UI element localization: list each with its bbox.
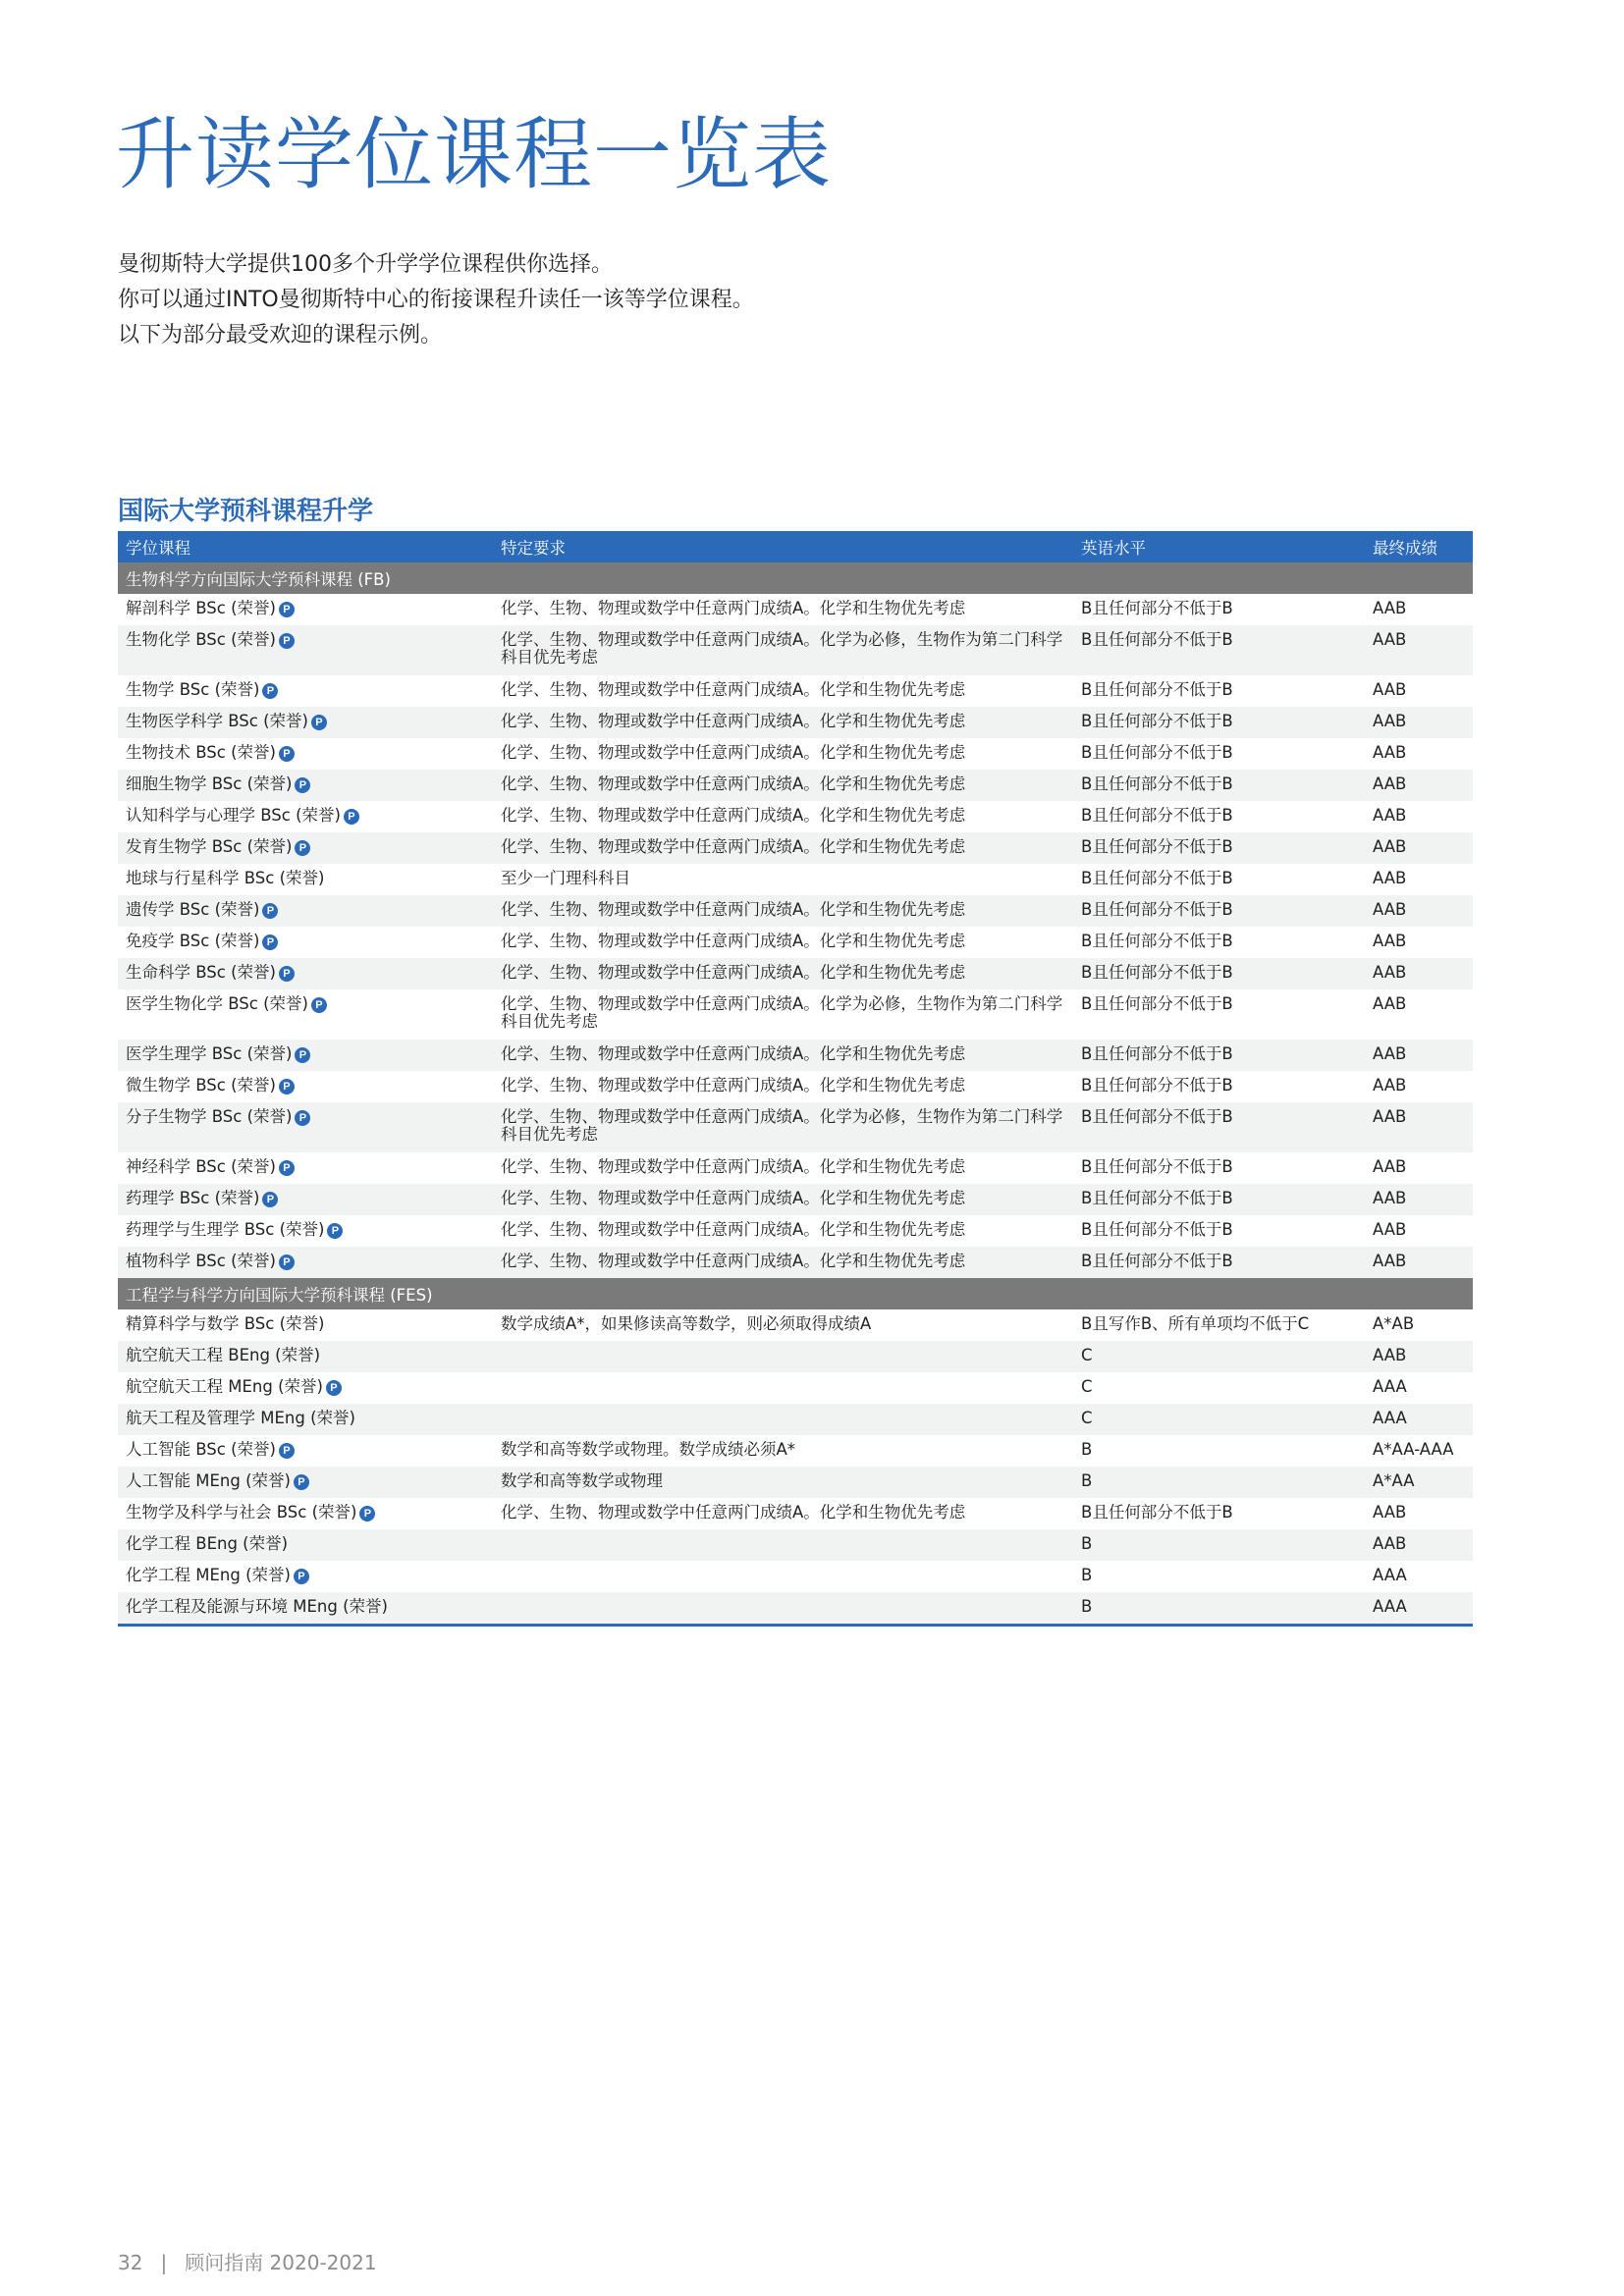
pathway-p-icon: P — [326, 1380, 342, 1396]
final-grade-cell: AAB — [1373, 1503, 1407, 1522]
english-level-cell: B且任何部分不低于B — [1081, 1503, 1233, 1522]
header-grade: 最终成绩 — [1373, 539, 1437, 558]
course-cell — [118, 681, 493, 699]
pathway-p-icon: P — [279, 1255, 295, 1270]
course-name: 植物科学 BSc (荣誉) — [126, 1252, 276, 1270]
final-grade-cell: AAB — [1373, 774, 1407, 793]
english-level-cell: B且任何部分不低于B — [1081, 1189, 1233, 1207]
course-cell — [118, 600, 493, 617]
course-name: 人工智能 BSc (荣誉) — [126, 1440, 276, 1459]
table-row — [118, 1040, 1473, 1071]
course-name: 微生物学 BSc (荣誉) — [126, 1076, 276, 1095]
table-row — [118, 895, 1473, 927]
course-cell — [118, 870, 493, 887]
pathway-p-icon: P — [295, 777, 310, 793]
requirements-cell: 化学、生物、物理或数学中任意两门成绩A。化学为必修，生物作为第二门科学科目优先考虑 — [501, 994, 1063, 1031]
table-row — [118, 1561, 1473, 1592]
pathway-p-icon: P — [279, 633, 295, 649]
final-grade-cell: AAB — [1373, 994, 1407, 1013]
course-name: 药理学 BSc (荣誉) — [126, 1189, 260, 1207]
pathway-p-icon: P — [262, 934, 278, 950]
requirements-cell: 化学、生物、物理或数学中任意两门成绩A。化学和生物优先考虑 — [501, 932, 966, 950]
final-grade-cell: AAB — [1373, 743, 1407, 762]
final-grade-cell: AAA — [1373, 1566, 1407, 1584]
requirements-cell: 化学、生物、物理或数学中任意两门成绩A。化学和生物优先考虑 — [501, 712, 966, 730]
requirements-cell: 化学、生物、物理或数学中任意两门成绩A。化学和生物优先考虑 — [501, 900, 966, 919]
course-cell — [118, 1158, 493, 1176]
english-level-cell: B且任何部分不低于B — [1081, 932, 1233, 950]
table-row — [118, 832, 1473, 864]
course-name: 生物学及科学与社会 BSc (荣誉) — [126, 1503, 357, 1522]
course-name: 生物化学 BSc (荣誉) — [126, 630, 276, 649]
table-row — [118, 1071, 1473, 1102]
final-grade-cell: AAB — [1373, 932, 1407, 950]
requirements-cell: 化学、生物、物理或数学中任意两门成绩A。化学和生物优先考虑 — [501, 1157, 966, 1176]
final-grade-cell: AAB — [1373, 1107, 1407, 1126]
requirements-cell: 化学、生物、物理或数学中任意两门成绩A。化学和生物优先考虑 — [501, 743, 966, 762]
course-cell — [118, 1253, 493, 1270]
requirements-cell: 数学成绩A*，如果修读高等数学，则必须取得成绩A — [501, 1314, 872, 1333]
page-title: 升读学位课程一览表 — [116, 109, 832, 200]
footer-title: 顾问指南 2020-2021 — [185, 2251, 377, 2274]
course-name: 认知科学与心理学 BSc (荣誉) — [126, 806, 341, 825]
final-grade-cell: AAB — [1373, 869, 1407, 887]
page-footer — [118, 2247, 377, 2275]
table-row — [118, 1309, 1473, 1341]
course-cell — [118, 807, 493, 825]
course-cell — [118, 1378, 493, 1396]
english-level-cell: B且任何部分不低于B — [1081, 712, 1233, 730]
final-grade-cell: A*AB — [1373, 1314, 1415, 1333]
requirements-cell: 化学、生物、物理或数学中任意两门成绩A。化学和生物优先考虑 — [501, 599, 966, 617]
final-grade-cell: AAB — [1373, 680, 1407, 699]
final-grade-cell: AAB — [1373, 900, 1407, 919]
table-row — [118, 625, 1473, 675]
table-row — [118, 1152, 1473, 1184]
final-grade-cell: AAB — [1373, 1220, 1407, 1239]
course-name: 神经科学 BSc (荣誉) — [126, 1157, 276, 1176]
table-group-header: 工程学与科学方向国际大学预科课程 (FES) — [118, 1278, 1473, 1309]
requirements-cell: 化学、生物、物理或数学中任意两门成绩A。化学和生物优先考虑 — [501, 837, 966, 856]
english-level-cell: B — [1081, 1534, 1093, 1553]
course-cell — [118, 964, 493, 982]
table-row — [118, 675, 1473, 707]
requirements-cell: 化学、生物、物理或数学中任意两门成绩A。化学和生物优先考虑 — [501, 1503, 966, 1522]
course-cell — [118, 933, 493, 950]
pathway-p-icon: P — [279, 746, 295, 762]
intro-line: 曼彻斯特大学提供100多个升学学位课程供你选择。 — [118, 252, 613, 277]
course-cell — [118, 775, 493, 793]
english-level-cell: B且任何部分不低于B — [1081, 774, 1233, 793]
english-level-cell: B且任何部分不低于B — [1081, 1220, 1233, 1239]
page-number: 32 — [118, 2251, 143, 2274]
final-grade-cell: AAB — [1373, 1157, 1407, 1176]
final-grade-cell: AAA — [1373, 1377, 1407, 1396]
final-grade-cell: AAB — [1373, 1252, 1407, 1270]
course-name: 人工智能 MEng (荣誉) — [126, 1471, 291, 1490]
course-cell — [118, 995, 493, 1013]
english-level-cell: C — [1081, 1377, 1093, 1396]
course-name: 药理学与生理学 BSc (荣誉) — [126, 1220, 325, 1239]
english-level-cell: B — [1081, 1471, 1093, 1490]
course-cell — [118, 1441, 493, 1459]
course-name: 解剖科学 BSc (荣誉) — [126, 599, 276, 617]
table-bottom-rule — [118, 1624, 1473, 1627]
english-level-cell: B且任何部分不低于B — [1081, 963, 1233, 982]
requirements-cell: 化学、生物、物理或数学中任意两门成绩A。化学和生物优先考虑 — [501, 963, 966, 982]
requirements-cell: 数学和高等数学或物理 — [501, 1471, 663, 1490]
final-grade-cell: AAB — [1373, 806, 1407, 825]
english-level-cell: B且任何部分不低于B — [1081, 806, 1233, 825]
course-cell — [118, 1410, 493, 1427]
english-level-cell: B且任何部分不低于B — [1081, 743, 1233, 762]
intro-line: 以下为部分最受欢迎的课程示例。 — [118, 323, 443, 347]
final-grade-cell: AAB — [1373, 1044, 1407, 1063]
table-row — [118, 801, 1473, 832]
requirements-cell: 化学、生物、物理或数学中任意两门成绩A。化学和生物优先考虑 — [501, 806, 966, 825]
final-grade-cell: AAB — [1373, 963, 1407, 982]
table-row — [118, 1592, 1473, 1624]
table-row — [118, 1102, 1473, 1152]
intro-text — [118, 247, 754, 353]
pathway-p-icon: P — [311, 997, 327, 1013]
final-grade-cell: AAB — [1373, 1534, 1407, 1553]
requirements-cell: 化学、生物、物理或数学中任意两门成绩A。化学为必修，生物作为第二门科学科目优先考虑 — [501, 630, 1063, 667]
pathway-p-icon: P — [359, 1506, 375, 1522]
english-level-cell: B且任何部分不低于B — [1081, 837, 1233, 856]
requirements-cell: 化学、生物、物理或数学中任意两门成绩A。化学和生物优先考虑 — [501, 1220, 966, 1239]
final-grade-cell: AAB — [1373, 630, 1407, 649]
pathway-p-icon: P — [344, 809, 359, 825]
course-cell — [118, 1598, 493, 1616]
course-name: 化学工程 BEng (荣誉) — [126, 1534, 289, 1553]
course-cell — [118, 1472, 493, 1490]
table-row — [118, 864, 1473, 895]
course-name: 免疫学 BSc (荣誉) — [126, 932, 260, 950]
table-row — [118, 594, 1473, 625]
requirements-cell: 至少一门理科科目 — [501, 869, 630, 887]
pathway-p-icon: P — [279, 1079, 295, 1095]
pathway-p-icon: P — [311, 715, 327, 730]
course-name: 医学生理学 BSc (荣誉) — [126, 1044, 293, 1063]
english-level-cell: B — [1081, 1566, 1093, 1584]
final-grade-cell: AAB — [1373, 712, 1407, 730]
course-cell — [118, 1567, 493, 1584]
course-name: 化学工程及能源与环境 MEng (荣誉) — [126, 1597, 388, 1616]
course-cell — [118, 1045, 493, 1063]
final-grade-cell: AAA — [1373, 1409, 1407, 1427]
table-row — [118, 738, 1473, 770]
intro-line: 你可以通过INTO曼彻斯特中心的衔接课程升读任一该等学位课程。 — [118, 288, 754, 312]
requirements-cell: 化学、生物、物理或数学中任意两门成绩A。化学和生物优先考虑 — [501, 1189, 966, 1207]
course-cell — [118, 1221, 493, 1239]
table-row — [118, 1372, 1473, 1404]
pathway-p-icon: P — [294, 1474, 309, 1490]
requirements-cell: 数学和高等数学或物理。数学成绩必须A* — [501, 1440, 796, 1459]
final-grade-cell: AAB — [1373, 1346, 1407, 1364]
course-name: 地球与行星科学 BSc (荣誉) — [126, 869, 325, 887]
course-cell — [118, 1108, 493, 1126]
course-name: 生物医学科学 BSc (荣誉) — [126, 712, 308, 730]
final-grade-cell: AAB — [1373, 599, 1407, 617]
english-level-cell: C — [1081, 1409, 1093, 1427]
requirements-cell: 化学、生物、物理或数学中任意两门成绩A。化学和生物优先考虑 — [501, 1252, 966, 1270]
pathway-p-icon: P — [295, 840, 310, 856]
course-name: 遗传学 BSc (荣誉) — [126, 900, 260, 919]
pathway-p-icon: P — [295, 1047, 310, 1063]
table-row — [118, 1404, 1473, 1435]
pathway-p-icon: P — [279, 602, 295, 617]
pathway-p-icon: P — [294, 1569, 309, 1584]
course-name: 生物学 BSc (荣誉) — [126, 680, 260, 699]
table-row — [118, 927, 1473, 958]
english-level-cell: B且任何部分不低于B — [1081, 1076, 1233, 1095]
english-level-cell: B — [1081, 1440, 1093, 1459]
course-name: 生命科学 BSc (荣誉) — [126, 963, 276, 982]
final-grade-cell: AAB — [1373, 1076, 1407, 1095]
requirements-cell: 化学、生物、物理或数学中任意两门成绩A。化学和生物优先考虑 — [501, 1076, 966, 1095]
english-level-cell: B且任何部分不低于B — [1081, 599, 1233, 617]
course-cell — [118, 1504, 493, 1522]
table-row — [118, 1498, 1473, 1529]
pathway-p-icon: P — [262, 903, 278, 919]
table-row — [118, 1215, 1473, 1247]
final-grade-cell: A*AA-AAA — [1373, 1440, 1454, 1459]
pathway-p-icon: P — [262, 1192, 278, 1207]
table-row — [118, 989, 1473, 1040]
requirements-cell: 化学、生物、物理或数学中任意两门成绩A。化学和生物优先考虑 — [501, 680, 966, 699]
pathway-p-icon: P — [295, 1110, 310, 1126]
course-cell — [118, 713, 493, 730]
pathway-p-icon: P — [279, 1443, 295, 1459]
table-row — [118, 1184, 1473, 1215]
course-name: 细胞生物学 BSc (荣誉) — [126, 774, 293, 793]
course-cell — [118, 1315, 493, 1333]
course-cell — [118, 631, 493, 649]
table-row — [118, 1341, 1473, 1372]
course-name: 生物技术 BSc (荣誉) — [126, 743, 276, 762]
header-requirements: 特定要求 — [501, 539, 566, 558]
course-name: 分子生物学 BSc (荣誉) — [126, 1107, 293, 1126]
english-level-cell: B且任何部分不低于B — [1081, 680, 1233, 699]
english-level-cell: B且任何部分不低于B — [1081, 869, 1233, 887]
pathway-p-icon: P — [279, 966, 295, 982]
course-name: 精算科学与数学 BSc (荣誉) — [126, 1314, 325, 1333]
table-row — [118, 1529, 1473, 1561]
header-course: 学位课程 — [126, 539, 190, 558]
course-cell — [118, 1190, 493, 1207]
table-row — [118, 707, 1473, 738]
course-name: 化学工程 MEng (荣誉) — [126, 1566, 291, 1584]
section-title: 国际大学预科课程升学 — [118, 497, 374, 526]
english-level-cell: B且写作B、所有单项均不低于C — [1081, 1314, 1310, 1333]
course-cell — [118, 901, 493, 919]
final-grade-cell: AAB — [1373, 1189, 1407, 1207]
final-grade-cell: A*AA — [1373, 1471, 1415, 1490]
pathway-p-icon: P — [279, 1160, 295, 1176]
pathway-p-icon: P — [262, 683, 278, 699]
footer-separator: | — [160, 2251, 168, 2274]
english-level-cell: B且任何部分不低于B — [1081, 994, 1233, 1013]
english-level-cell: B且任何部分不低于B — [1081, 1157, 1233, 1176]
pathway-p-icon: P — [327, 1223, 343, 1239]
header-english: 英语水平 — [1081, 539, 1146, 558]
table-row — [118, 958, 1473, 989]
requirements-cell: 化学、生物、物理或数学中任意两门成绩A。化学为必修，生物作为第二门科学科目优先考虑 — [501, 1107, 1063, 1144]
course-name: 航天工程及管理学 MEng (荣誉) — [126, 1409, 355, 1427]
course-name: 航空航天工程 BEng (荣誉) — [126, 1346, 321, 1364]
english-level-cell: B且任何部分不低于B — [1081, 1107, 1233, 1126]
course-name: 发育生物学 BSc (荣誉) — [126, 837, 293, 856]
course-cell — [118, 838, 493, 856]
course-name: 医学生物化学 BSc (荣誉) — [126, 994, 308, 1013]
english-level-cell: B且任何部分不低于B — [1081, 900, 1233, 919]
course-cell — [118, 1077, 493, 1095]
course-name: 航空航天工程 MEng (荣誉) — [126, 1377, 323, 1396]
english-level-cell: B — [1081, 1597, 1093, 1616]
table-row — [118, 1467, 1473, 1498]
requirements-cell: 化学、生物、物理或数学中任意两门成绩A。化学和生物优先考虑 — [501, 774, 966, 793]
table-row — [118, 1247, 1473, 1278]
table-group-header: 生物科学方向国际大学预科课程 (FB) — [118, 562, 1473, 594]
table-header — [118, 531, 1473, 562]
table-row — [118, 770, 1473, 801]
english-level-cell: B且任何部分不低于B — [1081, 630, 1233, 649]
course-cell — [118, 744, 493, 762]
english-level-cell: B且任何部分不低于B — [1081, 1044, 1233, 1063]
final-grade-cell: AAB — [1373, 837, 1407, 856]
english-level-cell: C — [1081, 1346, 1093, 1364]
table-row — [118, 1435, 1473, 1467]
course-cell — [118, 1347, 493, 1364]
requirements-cell: 化学、生物、物理或数学中任意两门成绩A。化学和生物优先考虑 — [501, 1044, 966, 1063]
course-cell — [118, 1535, 493, 1553]
course-table — [118, 531, 1473, 1627]
table-body — [118, 562, 1473, 1624]
final-grade-cell: AAA — [1373, 1597, 1407, 1616]
english-level-cell: B且任何部分不低于B — [1081, 1252, 1233, 1270]
